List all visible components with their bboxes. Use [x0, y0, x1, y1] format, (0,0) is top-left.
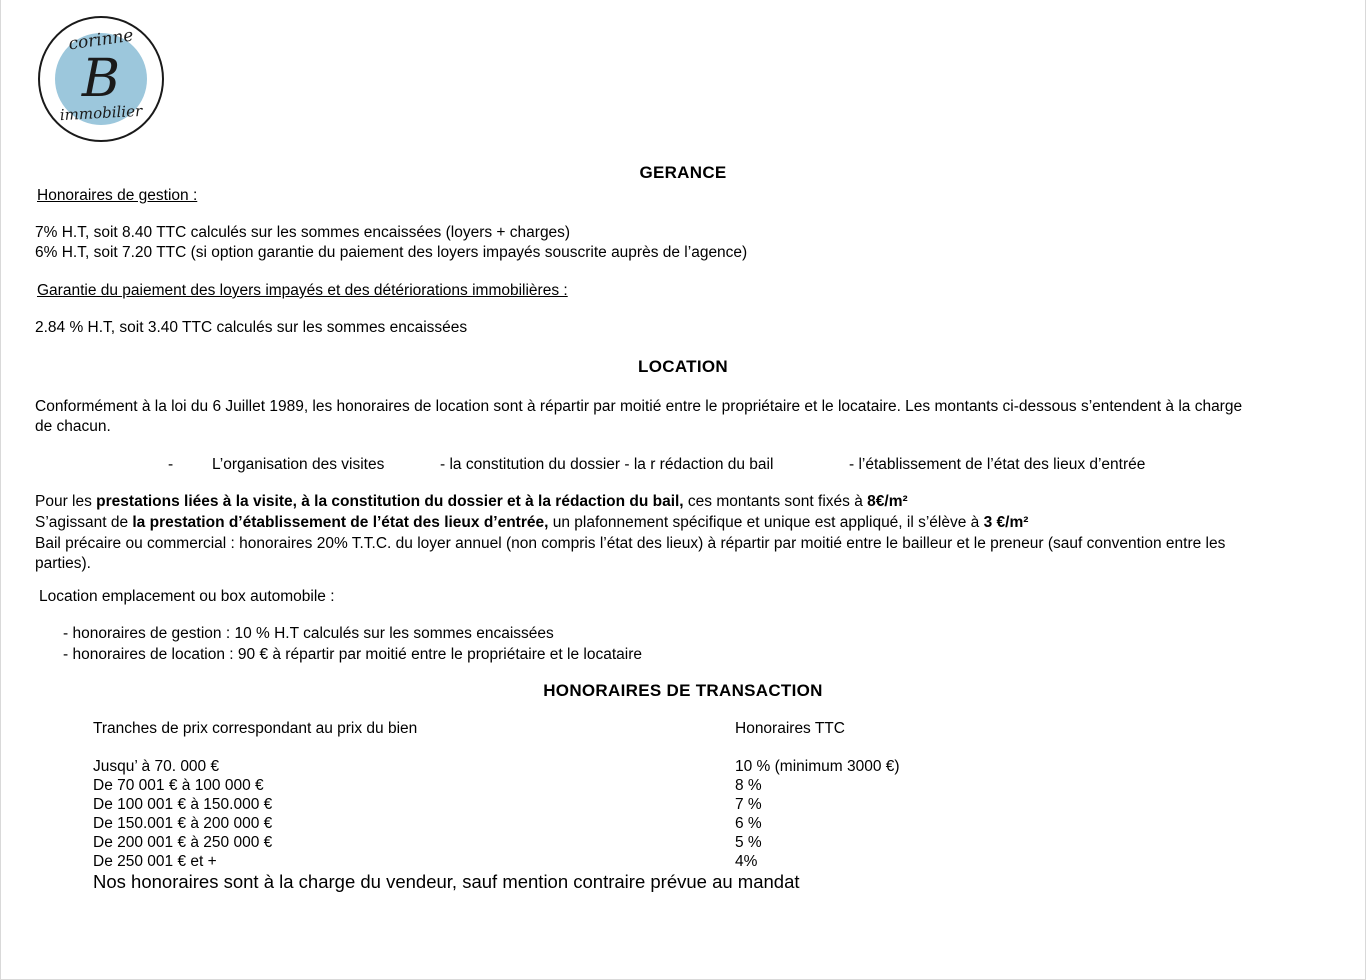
transaction-row-range: De 70 001 € à 100 000 €: [93, 777, 264, 794]
transaction-footer-note: Nos honoraires sont à la charge du vendeur, sauf mention contraire prévue au mandat: [93, 871, 800, 892]
transaction-col-header-left: Tranches de prix correspondant au prix du bien: [93, 720, 418, 737]
gerance-line-1: 7% H.T, soit 8.40 TTC calculés sur les sommes encaissées (loyers + charges): [35, 224, 571, 241]
logo-letter: B: [81, 49, 121, 109]
gerance-subtitle-management-fees: Honoraires de gestion :: [37, 187, 198, 204]
logo-word-bottom: immobilier: [59, 101, 143, 125]
location-para1-bold: prestations liées à la visite, à la constitution du dossier et à la rédaction du bail,: [96, 493, 684, 510]
location-para1-mid: ces montants sont fixés à: [683, 493, 868, 510]
location-bullet-dash: -: [168, 456, 174, 473]
location-para1-amount: 8€/m²: [867, 493, 908, 510]
transaction-row-range: Jusqu’ à 70. 000 €: [93, 758, 220, 775]
transaction-col-header-right: Honoraires TTC: [735, 720, 845, 737]
section-title-gerance: GERANCE: [639, 163, 727, 182]
transaction-row-range: De 150.001 € à 200 000 €: [93, 815, 273, 832]
location-para2-amount: 3 €/m²: [983, 514, 1029, 531]
transaction-row-fee: 6 %: [735, 815, 762, 832]
location-bullet-visits: L’organisation des visites: [212, 456, 385, 473]
transaction-row-range: De 100 001 € à 150.000 €: [93, 796, 273, 813]
agency-logo: [38, 16, 168, 146]
logo-word-top: corinne: [67, 25, 135, 55]
location-para2-pre: S’agissant de: [35, 514, 133, 531]
location-box-auto-item-2: - honoraires de location : 90 € à répartir par moitié entre le propriétaire et le locataire: [63, 646, 642, 663]
transaction-row-range: De 200 001 € à 250 000 €: [93, 834, 273, 851]
location-box-auto-title: Location emplacement ou box automobile :: [39, 588, 335, 605]
location-para2-mid: un plafonnement spécifique et unique est appliqué, il s’élève à: [548, 514, 984, 531]
location-intro: Conformément à la loi du 6 Juillet 1989, les honoraires de location sont à répartir par moitié entre le propriétaire et le locataire. Les montants ci-dessous s’entendent à la charge de chacun.: [35, 398, 1243, 435]
transaction-row-range: De 250 001 € et +: [93, 853, 217, 870]
transaction-row-fee: 4%: [735, 853, 758, 870]
section-title-transaction: HONORAIRES DE TRANSACTION: [543, 681, 823, 700]
page-edge-left: [0, 0, 1, 980]
transaction-row-fee: 10 % (minimum 3000 €): [735, 758, 900, 775]
location-bullet-etat-des-lieux: - l’établissement de l’état des lieux d’entrée: [849, 456, 1146, 473]
location-para2-bold: la prestation d’établissement de l’état des lieux d’entrée,: [132, 514, 549, 531]
location-para-bail-precaire: Bail précaire ou commercial : honoraires 20% T.T.C. du loyer annuel (non compris l’état des lieux) à répartir par moitié entre le bailleur et le preneur (sauf convention entre les parties).: [35, 535, 1226, 572]
location-box-auto-item-1: - honoraires de gestion : 10 % H.T calculés sur les sommes encaissées: [63, 625, 554, 642]
gerance-subtitle-rent-guarantee: Garantie du paiement des loyers impayés et des détériorations immobilières :: [37, 282, 568, 299]
section-title-location: LOCATION: [638, 357, 728, 376]
gerance-line-2: 6% H.T, soit 7.20 TTC (si option garantie du paiement des loyers impayés souscrite auprès de l’agence): [35, 244, 748, 261]
transaction-row-fee: 5 %: [735, 834, 762, 851]
gerance-line-3: 2.84 % H.T, soit 3.40 TTC calculés sur les sommes encaissées: [35, 319, 468, 336]
transaction-row-fee: 8 %: [735, 777, 762, 794]
location-bullet-dossier: - la constitution du dossier - la r rédaction du bail: [440, 456, 774, 473]
transaction-row-fee: 7 %: [735, 796, 762, 813]
location-para1-pre: Pour les: [35, 493, 97, 510]
